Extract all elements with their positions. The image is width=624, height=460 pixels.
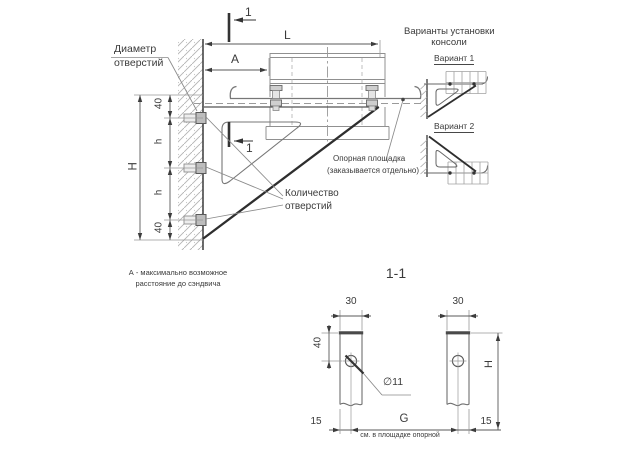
hole-diameter-label-line2: отверстий bbox=[114, 57, 164, 69]
variants-header-line2: консоли bbox=[431, 37, 467, 48]
arrowheads bbox=[138, 42, 378, 240]
section-cut-markers bbox=[229, 13, 256, 147]
dim-30-right: 30 bbox=[452, 296, 464, 307]
dim-h-lower: h bbox=[153, 189, 165, 196]
footnote-line2: расстояние до сэндвича bbox=[135, 279, 221, 288]
dim-40-section: 40 bbox=[312, 336, 324, 349]
variant-1-grid-block bbox=[446, 72, 486, 94]
dim-30-left: 30 bbox=[345, 296, 357, 307]
dim-15-right: 15 bbox=[480, 416, 492, 427]
variant-1-title-text: Вариант 1 bbox=[434, 53, 475, 63]
section-mark-top: 1 bbox=[245, 5, 252, 19]
variant-2-title-text: Вариант 2 bbox=[434, 121, 475, 131]
dim-H-section: H bbox=[482, 360, 495, 369]
dim-40-bottom: 40 bbox=[153, 221, 165, 234]
variant-2-drawing bbox=[421, 135, 489, 184]
variant-1-title bbox=[434, 54, 474, 63]
variant-1-drawing bbox=[421, 72, 488, 120]
dim-G: G bbox=[399, 413, 409, 425]
section-title: 1-1 bbox=[385, 265, 407, 281]
variants-header-line1: Варианты установки bbox=[404, 26, 495, 37]
footnote-line1: А - максимально возможное bbox=[128, 268, 228, 277]
hole-diameter-label-line1: Диаметр bbox=[114, 43, 157, 55]
section-note: см. в площадке опорной bbox=[360, 432, 440, 439]
section-mark-bottom: 1 bbox=[246, 141, 253, 155]
dim-h-upper: h bbox=[153, 138, 165, 145]
hole-count-label-line1: Количество bbox=[285, 188, 339, 199]
dim-40-top: 40 bbox=[153, 97, 165, 110]
dim-L: L bbox=[284, 28, 291, 42]
dim-15-left: 15 bbox=[310, 416, 322, 427]
dim-hole-diameter: ∅11 bbox=[383, 376, 404, 388]
support-platform bbox=[230, 87, 421, 99]
support-pad-label-line2: (заказывается отдельно) bbox=[327, 166, 420, 175]
support-pad-label-line1: Опорная площадка bbox=[333, 154, 406, 163]
dim-A: A bbox=[231, 52, 240, 66]
dim-H: H bbox=[127, 162, 140, 171]
hole-count-label-line2: отверстий bbox=[285, 201, 332, 212]
variant-2-title bbox=[434, 122, 474, 131]
